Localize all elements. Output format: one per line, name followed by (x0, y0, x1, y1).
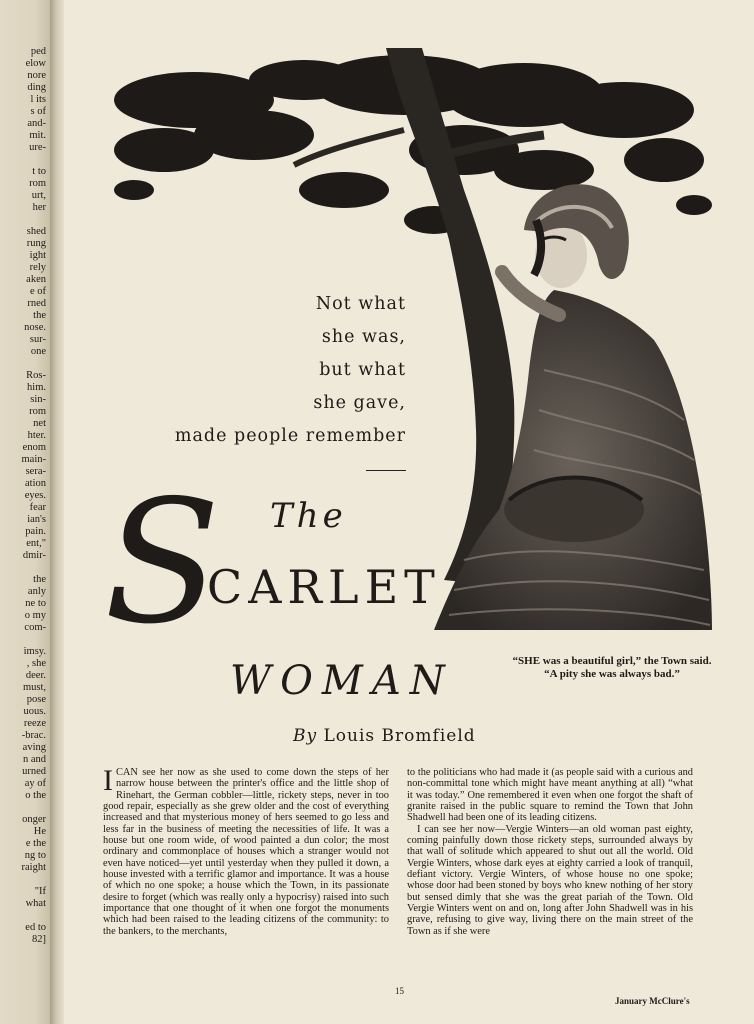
column-2-paragraph-1: to the politicians who had made it (as people said with a curious and non-committal tone which might have meant anything at all) “what it was today.” One remembered it even when one forgot the shaft of granite raised in the public square to remind the Town that John Shadwell had been one of its leading citizens. (407, 767, 693, 824)
previous-page-line: fear (29, 502, 46, 513)
previous-page-line: hter. (27, 430, 46, 441)
previous-page-line: nore (27, 70, 46, 81)
previous-page-line: l its (30, 94, 46, 105)
previous-page-edge (0, 0, 50, 1024)
title-carlet: CARLET (207, 560, 441, 614)
previous-page-line: anly (27, 586, 46, 597)
previous-page-line: deer. (25, 670, 46, 681)
previous-page-line: ure- (29, 142, 46, 153)
previous-page-line: aken (26, 274, 46, 285)
previous-page-line: imsy. (23, 646, 46, 657)
page-gutter (50, 0, 64, 1024)
previous-page-line: what (25, 898, 46, 909)
previous-page-line: rom (29, 178, 46, 189)
previous-page-line: "If (34, 886, 46, 897)
body-column-1 (103, 764, 389, 937)
previous-page-line: ed to (25, 922, 46, 933)
tagline-rule (366, 470, 406, 471)
tagline-line-1: Not what (315, 294, 406, 314)
previous-page-line: ne to (25, 598, 46, 609)
previous-page-line: ay of (24, 778, 46, 789)
drop-cap: I (103, 764, 113, 797)
previous-page-line: ng to (24, 850, 46, 861)
byline-author: Louis Bromfield (323, 726, 476, 746)
previous-page-line: pose (26, 694, 46, 705)
previous-page-line: sin- (30, 394, 46, 405)
previous-page-line: urned (22, 766, 46, 777)
photo-caption: “SHE was a beautiful girl,” the Town said. “A pity she was always bad.” (512, 655, 712, 680)
previous-page-line: onger (22, 814, 46, 825)
byline (293, 726, 476, 746)
previous-page-line: rely (29, 262, 46, 273)
previous-page-line: reeze (23, 718, 46, 729)
previous-page-line: s of (30, 106, 46, 117)
previous-page-line: raight (21, 862, 46, 873)
running-footer: January McClure's (615, 996, 690, 1006)
previous-page-line: ent," (26, 538, 46, 549)
previous-page-line: one (30, 346, 46, 357)
tagline-line-5: made people remember (174, 426, 406, 446)
previous-page-line: aving (22, 742, 46, 753)
previous-page-line: e the (25, 838, 46, 849)
previous-page-line: elow (25, 58, 46, 69)
previous-page-line: enom (22, 442, 46, 453)
tagline-line-4: she gave, (313, 393, 406, 413)
previous-page-line: sur- (29, 334, 46, 345)
previous-page-line: o my (24, 610, 46, 621)
column-1-text: CAN see her now as she used to come down the steps of her narrow house between the printer's office and the little shop of Rinehart, the German cobbler—little, rickety steps, never in too good repair, especially as she grew older and the cost of everything increased and that mysterious money of hers seemed to go less and less far in the business of meeting the necessities of life. It was a house but one room wide, of wood painted a dun color; the most ordinary and commonplace of houses which a stranger would not even have noticed—yet until yesterday when they pulled it down, a house invested with a terrific glamor and importance. It was a house of which no one spoke; a house which the Town, in its passionate desire to forget (which was really only a hypocrisy) raised into such importance that one thought of it when one forgot the monuments which had been raised to the leading citizens of the community: to the bankers, to the merchants, (103, 767, 389, 937)
previous-page-line: the (33, 574, 46, 585)
body-column-2 (407, 767, 693, 937)
tagline-line-3: but what (319, 360, 406, 380)
previous-page-line: eyes. (24, 490, 46, 501)
title-woman: WOMAN (230, 658, 454, 704)
previous-page-line: dmir- (22, 550, 46, 561)
previous-page-line: shed (26, 226, 46, 237)
previous-page-line: ight (29, 250, 46, 261)
previous-page-line: com- (24, 622, 46, 633)
previous-page-line: t to (32, 166, 46, 177)
previous-page-line: main- (21, 454, 46, 465)
previous-page-line: ation (25, 478, 46, 489)
previous-page-line: ian's (27, 514, 46, 525)
previous-page-line: the (33, 310, 46, 321)
previous-page-line: and- (27, 118, 46, 129)
previous-page-line: must, (22, 682, 46, 693)
page-number: 15 (395, 986, 404, 996)
previous-page-line: o the (25, 790, 46, 801)
previous-page-line: pain. (25, 526, 46, 537)
previous-page-line: her (32, 202, 46, 213)
previous-page-line: him. (27, 382, 46, 393)
title-initial-s: S (104, 464, 221, 662)
previous-page-line: urt, (31, 190, 46, 201)
tagline-line-2: she was, (321, 327, 406, 347)
previous-page-line: -brac. (21, 730, 46, 741)
previous-page-line: sera- (25, 466, 46, 477)
previous-page-line: rned (27, 298, 46, 309)
previous-page-line: nose. (24, 322, 46, 333)
previous-page-line: Ros- (26, 370, 46, 381)
previous-page-line: ped (30, 46, 46, 57)
previous-page-line: rom (29, 406, 46, 417)
previous-page-line: ding (27, 82, 46, 93)
previous-page-line: n and (22, 754, 46, 765)
previous-page-line: 82] (32, 934, 46, 945)
byline-by: By (293, 726, 318, 746)
tagline (136, 288, 406, 486)
column-2-paragraph-2: I can see her now—Vergie Winters—an old woman past eighty, coming painfully down those rickety steps, surrounded always by that wall of solitude which appeared to shut out all the world. Old Vergie Winters, whose dark eyes at eighty carried a look of tranquil, defiant victory. Vergie Winters, of whose house no one spoke; whose door had been stoned by boys who knew nothing of her story but sensed dimly that she was the great pariah of the Town. Old Vergie Winters went on and on, long after John Shadwell was in his grave, refusing to give way, living there on the main street of the Town as if she were (407, 823, 693, 937)
previous-page-line: e of (29, 286, 46, 297)
previous-page-line: He (33, 826, 46, 837)
previous-page-line: , she (26, 658, 46, 669)
magazine-page (64, 0, 754, 1024)
previous-page-line: net (33, 418, 46, 429)
title-the: The (270, 496, 347, 536)
previous-page-line: rung (26, 238, 46, 249)
previous-page-line: mit. (29, 130, 46, 141)
previous-page-line: uous. (23, 706, 46, 717)
